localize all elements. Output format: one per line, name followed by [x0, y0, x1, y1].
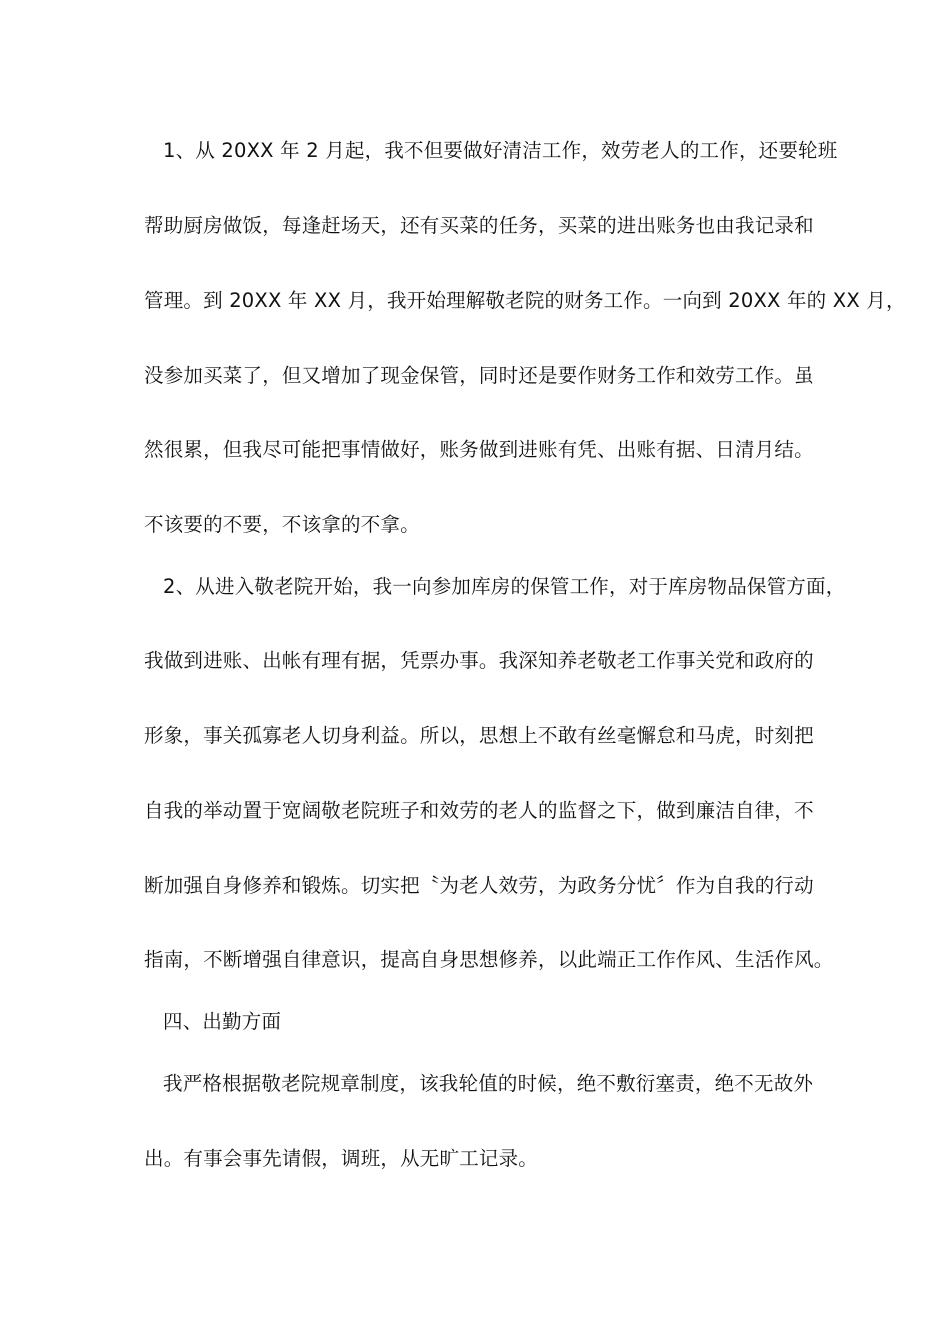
paragraph-line: 我做到进账、出帐有理有据，凭票办事。我深知养老敬老工作事关党和政府的 — [144, 649, 814, 672]
paragraph-line: 然很累，但我尽可能把事情做好，账务做到进账有凭、出账有据、日清月结。 — [144, 438, 814, 461]
section-heading: 四、出勤方面 — [163, 1010, 282, 1033]
paragraph-line: 2、从进入敬老院开始，我一向参加库房的保管工作，对于库房物品保管方面， — [163, 575, 846, 598]
paragraph-line: 自我的举动置于宽阔敬老院班子和效劳的老人的监督之下，做到廉洁自律，不 — [144, 799, 814, 822]
paragraph-line: 不该要的不要，不该拿的不拿。 — [144, 513, 420, 536]
paragraph-line: 管理。到 20XX 年 XX 月，我开始理解敬老院的财务工作。一向到 20XX 年的 XX 月， — [144, 289, 906, 312]
paragraph-line: 1、从 20XX 年 2 月起，我不但要做好清洁工作，效劳老人的工作，还要轮班 — [163, 139, 838, 162]
paragraph-line: 帮助厨房做饭，每逢赶场天，还有买菜的任务，买菜的进出账务也由我记录和 — [144, 214, 814, 237]
paragraph-line: 指南，不断增强自律意识，提高自身思想修养，以此端正工作作风、生活作风。 — [144, 948, 834, 971]
paragraph-line: 没参加买菜了，但又增加了现金保管，同时还是要作财务工作和效劳工作。虽 — [144, 364, 814, 387]
paragraph-line: 形象，事关孤寡老人切身利益。所以，思想上不敢有丝毫懈怠和马虎，时刻把 — [144, 724, 814, 747]
paragraph-line: 断加强自身修养和锻炼。切实把〝为老人效劳，为政务分忧〞作为自我的行动 — [144, 874, 814, 897]
paragraph-line: 出。有事会事先请假，调班，从无旷工记录。 — [144, 1147, 539, 1170]
paragraph-line: 我严格根据敬老院规章制度，该我轮值的时候，绝不敷衍塞责，绝不无故外 — [163, 1072, 814, 1095]
